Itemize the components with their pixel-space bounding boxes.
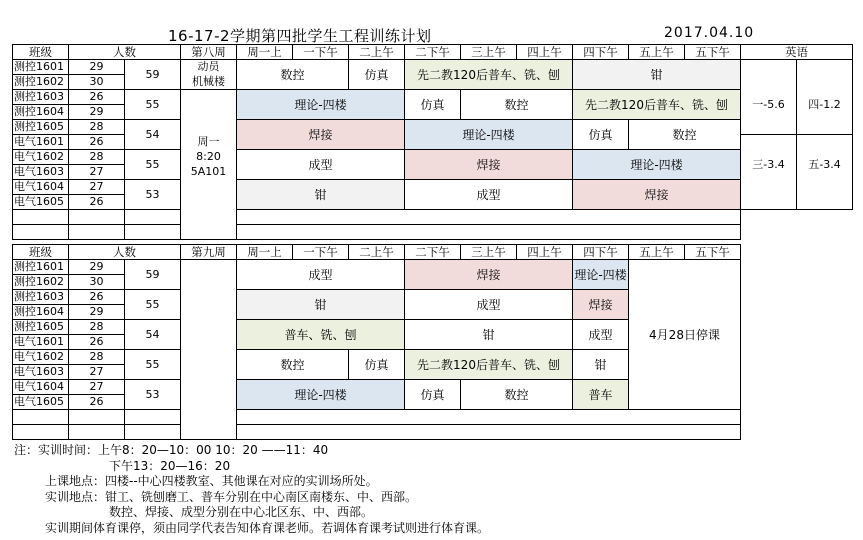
- session-cell: 理论-四楼: [573, 260, 629, 290]
- class-name: 电气1605: [13, 195, 69, 210]
- class-count: 27: [69, 165, 125, 180]
- class-name: 电气1603: [13, 165, 69, 180]
- notes-section: [14, 443, 489, 536]
- class-name: 测控1604: [13, 305, 69, 320]
- spacer-cell: [125, 210, 181, 225]
- spacer-cell: [237, 225, 741, 240]
- class-name: 电气1602: [13, 150, 69, 165]
- group-total: 55: [125, 290, 181, 320]
- time-empty: [181, 275, 237, 290]
- class-count: 26: [69, 135, 125, 150]
- day-header: 三上午: [461, 45, 517, 60]
- group-total: 54: [125, 120, 181, 150]
- time-empty: [181, 335, 237, 350]
- english-empty: [797, 180, 853, 195]
- day-header: 五上午: [629, 245, 685, 260]
- group-total: 55: [125, 350, 181, 380]
- time-empty: [181, 305, 237, 320]
- class-count: 27: [69, 180, 125, 195]
- session-cell: 成型: [405, 180, 573, 210]
- class-name: 测控1601: [13, 60, 69, 75]
- mobilize-label: 动员: [181, 60, 237, 75]
- class-count: 29: [69, 60, 125, 75]
- time-empty: [181, 395, 237, 410]
- session-cell: 数控: [461, 90, 573, 120]
- session-cell: 仿真: [349, 350, 405, 380]
- time-empty: [181, 195, 237, 210]
- class-header: 班级: [13, 45, 69, 60]
- english-empty: [741, 135, 797, 150]
- class-count: 29: [69, 305, 125, 320]
- class-name: 电气1602: [13, 350, 69, 365]
- english-empty: [741, 60, 797, 75]
- time-line: 周一: [181, 135, 237, 150]
- session-cell: 理论-四楼: [237, 380, 405, 410]
- class-count: 27: [69, 380, 125, 395]
- session-cell: 普车、铣、刨: [237, 320, 405, 350]
- spacer-cell: [13, 225, 69, 240]
- session-cell: 钳: [405, 320, 573, 350]
- note-line: 实训地点：钳工、铣刨磨工、普车分别在中心南区南楼东、中、西部。: [45, 489, 418, 504]
- session-cell: 成型: [237, 260, 405, 290]
- time-line: 8:20: [181, 150, 237, 165]
- week9-schedule-table: [12, 244, 741, 440]
- english-empty: [741, 120, 797, 135]
- spacer-cell: [741, 225, 853, 240]
- class-count: 28: [69, 120, 125, 135]
- note-line: 实训期间体育课停，须由同学代表告知体育课老师。若调体育课考试则进行体育课。: [45, 520, 490, 535]
- day-header: 四下午: [573, 45, 629, 60]
- day-header: 一下午: [293, 245, 349, 260]
- class-count: 29: [69, 260, 125, 275]
- english-empty: [797, 75, 853, 90]
- session-cell: 焊接: [573, 180, 741, 210]
- spacer-cell: [181, 410, 237, 425]
- day-header: 二下午: [405, 45, 461, 60]
- english-empty: [741, 75, 797, 90]
- session-cell: 普车: [573, 380, 629, 410]
- note-line: 上课地点：四楼--中心四楼教室、其他课在对应的实训场所处。: [45, 474, 378, 488]
- session-cell: 数控: [237, 60, 349, 90]
- spacer-cell: [237, 410, 741, 425]
- spacer-cell: [237, 210, 741, 225]
- class-name: 测控1604: [13, 105, 69, 120]
- spacer-cell: [69, 225, 125, 240]
- class-name: 电气1604: [13, 180, 69, 195]
- english-empty: [797, 120, 853, 135]
- day-header: 四上午: [517, 45, 573, 60]
- class-count: 26: [69, 195, 125, 210]
- time-empty: [181, 380, 237, 395]
- time-empty: [181, 290, 237, 305]
- class-name: 测控1605: [13, 320, 69, 335]
- week8-header-row: [13, 45, 853, 60]
- session-cell: 数控: [237, 350, 349, 380]
- session-cell: 焊接: [405, 260, 573, 290]
- english-empty: [797, 60, 853, 75]
- english-empty: [797, 195, 853, 210]
- page-date: 2017.04.10: [664, 25, 755, 41]
- group-total: 53: [125, 180, 181, 210]
- day-header: 二上午: [349, 245, 405, 260]
- note-line: 数控、焊接、成型分别在中心北区东、中、西部。: [109, 505, 374, 519]
- class-name: 电气1605: [13, 395, 69, 410]
- week9-header-row: [13, 245, 741, 260]
- week-label: 第九周: [181, 245, 237, 260]
- note-line: 下午13：20—16：20: [109, 458, 231, 473]
- count-header: 人数: [69, 45, 181, 60]
- session-cell: 焊接: [405, 150, 573, 180]
- spacer-cell: [13, 425, 69, 440]
- session-cell: 理论-四楼: [573, 150, 741, 180]
- class-name: 测控1603: [13, 90, 69, 105]
- time-empty: [181, 105, 237, 120]
- day-header: 二下午: [405, 245, 461, 260]
- session-cell: 成型: [237, 150, 405, 180]
- day-header: 五下午: [685, 45, 741, 60]
- class-count: 26: [69, 290, 125, 305]
- mobilize-place: 机械楼: [181, 75, 237, 90]
- group-total: 59: [125, 260, 181, 290]
- session-cell: 理论-四楼: [237, 90, 405, 120]
- spacer-cell: [125, 225, 181, 240]
- session-cell: 先二教120后普车、铣、刨: [405, 60, 573, 90]
- english-empty: [741, 180, 797, 195]
- session-cell: 仿真: [349, 60, 405, 90]
- class-count: 28: [69, 150, 125, 165]
- week-label: 第八周: [181, 45, 237, 60]
- class-name: 测控1601: [13, 260, 69, 275]
- day-header: 二上午: [349, 45, 405, 60]
- english-cell: 一-5.6: [741, 90, 797, 120]
- group-total: 55: [125, 150, 181, 180]
- spacer-cell: [237, 425, 741, 440]
- day-header: 一下午: [293, 45, 349, 60]
- class-count: 28: [69, 320, 125, 335]
- class-name: 电气1601: [13, 335, 69, 350]
- english-header: 英语: [741, 45, 853, 60]
- page-title: 16-17-2学期第四批学生工程训练计划: [168, 27, 432, 45]
- day-header: 五上午: [629, 45, 685, 60]
- english-empty: [741, 195, 797, 210]
- time-empty: [181, 90, 237, 105]
- session-cell: 先二教120后普车、铣、刨: [405, 350, 573, 380]
- english-empty: [797, 135, 853, 150]
- session-cell: 数控: [461, 380, 573, 410]
- session-cell: 成型: [405, 290, 573, 320]
- group-total: 55: [125, 90, 181, 120]
- class-count: 27: [69, 365, 125, 380]
- time-line: 5A101: [181, 165, 237, 180]
- spacer-cell: [69, 210, 125, 225]
- class-name: 测控1602: [13, 75, 69, 90]
- spacer-cell: [181, 210, 237, 225]
- week8-schedule-table: [12, 44, 853, 240]
- day-header: 四下午: [573, 245, 629, 260]
- session-cell: 焊接: [573, 290, 629, 320]
- spacer-cell: [69, 410, 125, 425]
- class-count: 30: [69, 275, 125, 290]
- spacer-cell: [741, 210, 853, 225]
- group-total: 53: [125, 380, 181, 410]
- session-cell: 仿真: [573, 120, 629, 150]
- session-cell: 焊接: [237, 120, 405, 150]
- group-total: 59: [125, 60, 181, 90]
- class-header: 班级: [13, 245, 69, 260]
- session-cell: 仿真: [405, 380, 461, 410]
- time-empty: [181, 120, 237, 135]
- session-cell: 成型: [573, 320, 629, 350]
- class-name: 电气1601: [13, 135, 69, 150]
- english-cell: 三-3.4: [741, 150, 797, 180]
- class-name: 测控1605: [13, 120, 69, 135]
- time-empty: [181, 260, 237, 275]
- group-total: 54: [125, 320, 181, 350]
- spacer-cell: [181, 225, 237, 240]
- class-name: 电气1603: [13, 365, 69, 380]
- class-count: 26: [69, 90, 125, 105]
- day-header: 三上午: [461, 245, 517, 260]
- time-empty: [181, 320, 237, 335]
- spacer-cell: [69, 425, 125, 440]
- class-name: 电气1604: [13, 380, 69, 395]
- count-header: 人数: [69, 245, 181, 260]
- english-cell: 五-3.4: [797, 150, 853, 180]
- day-header: 周一上: [237, 45, 293, 60]
- session-cell: 钳: [237, 290, 405, 320]
- spacer-cell: [125, 410, 181, 425]
- time-empty: [181, 365, 237, 380]
- class-name: 测控1602: [13, 275, 69, 290]
- session-cell: 理论-四楼: [405, 120, 573, 150]
- session-cell: 钳: [573, 60, 741, 90]
- time-empty: [181, 180, 237, 195]
- spacer-cell: [13, 410, 69, 425]
- english-cell: 四-1.2: [797, 90, 853, 120]
- day-header: 四上午: [517, 245, 573, 260]
- class-count: 26: [69, 335, 125, 350]
- stop-class-notice: 4月28日停课: [629, 260, 741, 410]
- spacer-cell: [13, 210, 69, 225]
- session-cell: 数控: [629, 120, 741, 150]
- session-cell: 先二教120后普车、铣、刨: [573, 90, 741, 120]
- day-header: 五下午: [685, 245, 741, 260]
- class-count: 26: [69, 395, 125, 410]
- note-line: 注：实训时间：上午8：20—10：00 10：20 ——11：40: [14, 443, 329, 457]
- session-cell: 钳: [237, 180, 405, 210]
- class-count: 30: [69, 75, 125, 90]
- class-count: 28: [69, 350, 125, 365]
- class-count: 29: [69, 105, 125, 120]
- spacer-cell: [181, 425, 237, 440]
- session-cell: 仿真: [405, 90, 461, 120]
- spacer-cell: [125, 425, 181, 440]
- time-empty: [181, 350, 237, 365]
- class-name: 测控1603: [13, 290, 69, 305]
- session-cell: 钳: [573, 350, 629, 380]
- day-header: 周一上: [237, 245, 293, 260]
